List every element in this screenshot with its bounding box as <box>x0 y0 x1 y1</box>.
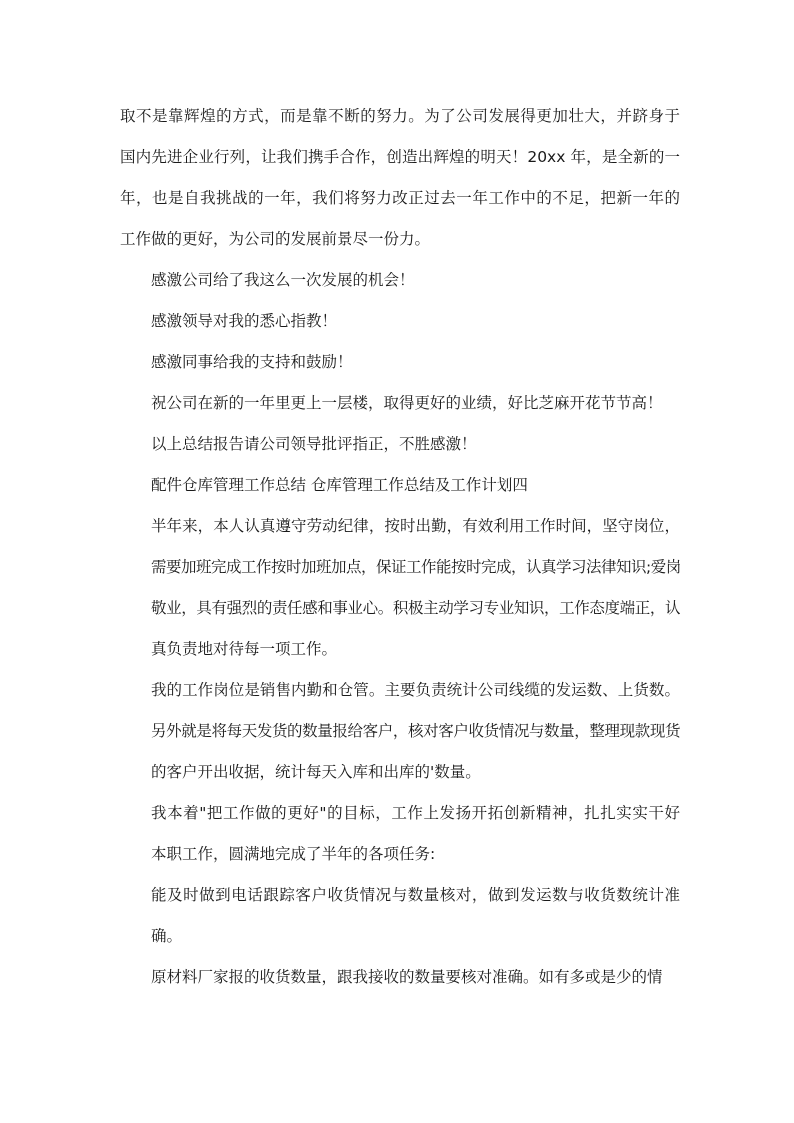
text-line: 工作做的更好，为公司的发展前景尽一份力。 <box>120 230 431 248</box>
text-line: 能及时做到电话跟踪客户收货情况与数量核对，做到发运数与收货数统计准 <box>151 886 680 904</box>
paragraph <box>120 957 680 998</box>
text-line: 国内先进企业行列，让我们携手合作，创造出辉煌的明天！20xx 年，是全新的一 <box>120 148 680 166</box>
text-line: 我的工作岗位是销售内勤和仓管。主要负责统计公司线缆的发运数、上货数。 <box>151 681 680 699</box>
text-line: 感激公司给了我这么一次发展的机会！ <box>151 271 415 289</box>
paragraph <box>120 260 680 301</box>
paragraph <box>120 465 680 506</box>
text-line: 真负责地对待每一项工作。 <box>151 640 338 658</box>
text-line: 原材料厂家报的收货数量，跟我接收的数量要核对准确。如有多或是少的情 <box>151 968 663 986</box>
text-line: 确。 <box>151 927 183 945</box>
text-line: 需要加班完成工作按时加班加点，保证工作能按时完成，认真学习法律知识;爱岗 <box>151 558 681 576</box>
paragraph <box>120 793 680 875</box>
text-line: 年，也是自我挑战的一年，我们将努力改正过去一年工作中的不足，把新一年的 <box>120 189 680 207</box>
paragraph <box>120 875 680 957</box>
text-line: 本职工作，圆满地完成了半年的各项任务: <box>151 845 436 863</box>
text-line: 另外就是将每天发货的数量报给客户，核对客户收货情况与数量，整理现款现货 <box>151 722 680 740</box>
text-line: 敬业，具有强烈的责任感和事业心。积极主动学习专业知识，工作态度端正，认 <box>151 599 680 617</box>
document-body <box>120 96 680 998</box>
text-line: 的客户开出收据，统计每天入库和出库的'数量。 <box>151 763 481 781</box>
paragraph <box>120 506 680 670</box>
text-line: 配件仓库管理工作总结 仓库管理工作总结及工作计划四 <box>151 476 528 494</box>
paragraph <box>120 670 680 793</box>
text-line: 感激同事给我的支持和鼓励！ <box>151 353 353 371</box>
paragraph <box>120 424 680 465</box>
text-line: 感激领导对我的悉心指教！ <box>151 312 338 330</box>
text-line: 半年来，本人认真遵守劳动纪律，按时出勤，有效利用工作时间，坚守岗位， <box>151 517 680 535</box>
text-line: 我本着"把工作做的更好"的目标，工作上发扬开拓创新精神，扎扎实实干好 <box>151 804 680 822</box>
text-line: 取不是靠辉煌的方式，而是靠不断的努力。为了公司发展得更加壮大，并跻身于 <box>120 107 680 125</box>
text-line: 以上总结报告请公司领导批评指正，不胜感激！ <box>151 435 477 453</box>
paragraph <box>120 383 680 424</box>
text-line: 祝公司在新的一年里更上一层楼，取得更好的业绩，好比芝麻开花节节高！ <box>151 394 663 412</box>
paragraph <box>120 342 680 383</box>
paragraph <box>120 96 680 260</box>
paragraph <box>120 301 680 342</box>
